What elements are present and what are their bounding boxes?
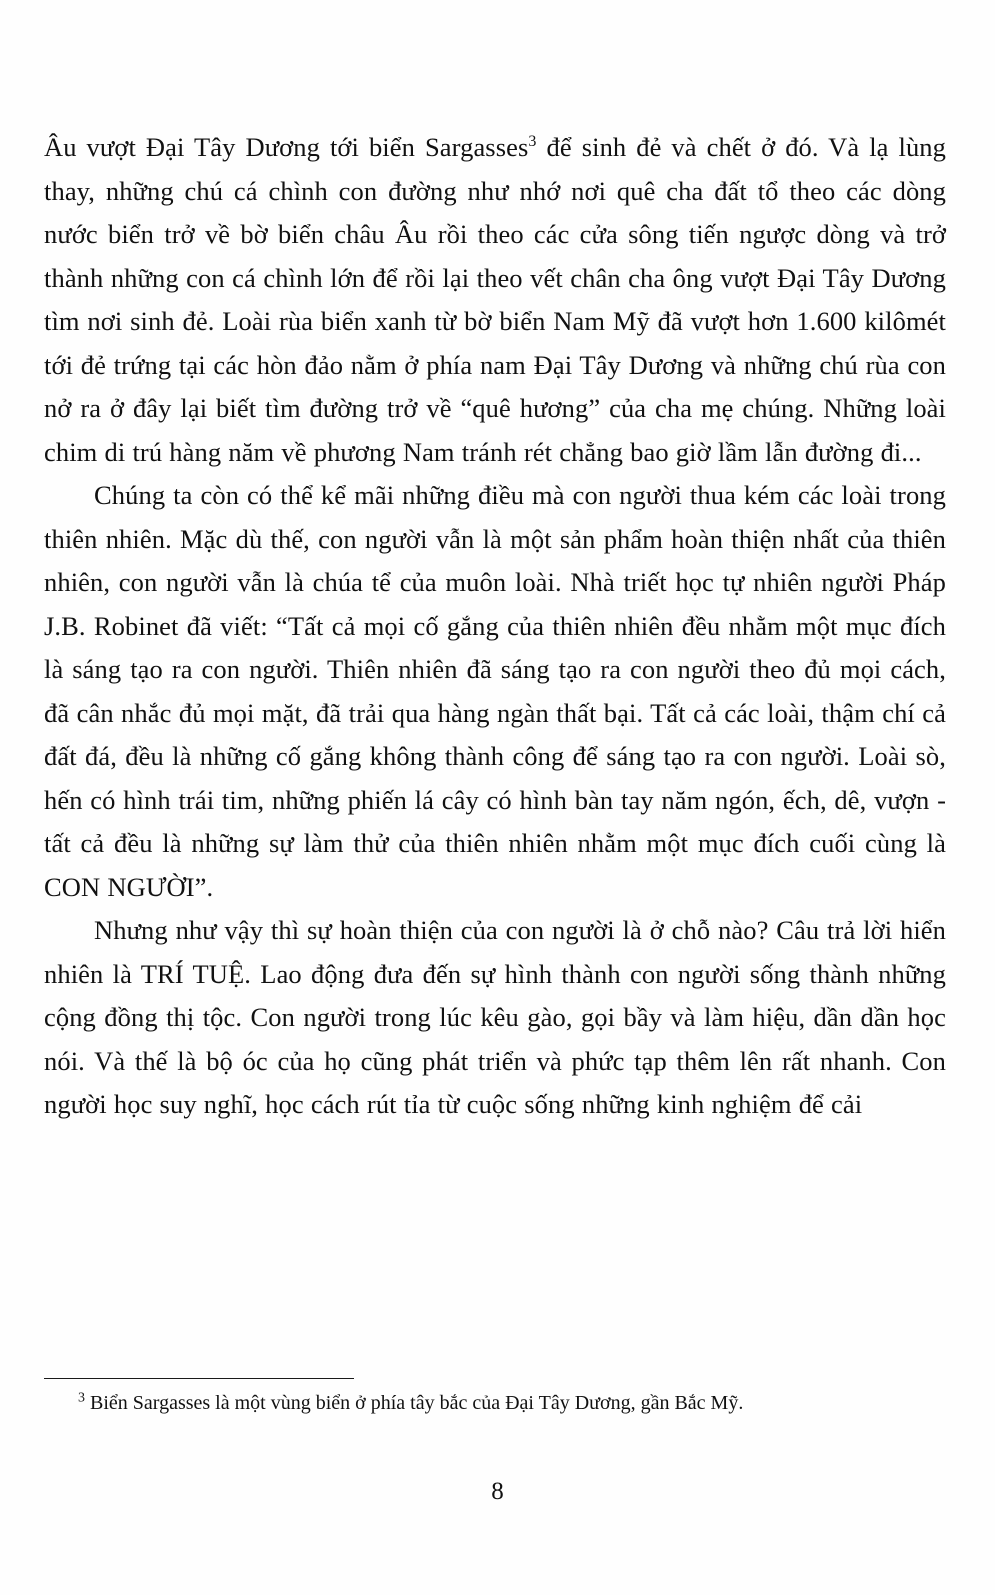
- footnote-entry-marker: 3: [78, 1390, 85, 1406]
- footnote-reference-marker: 3: [528, 133, 537, 151]
- footnote-section: [44, 1378, 946, 1417]
- paragraph-1-text-before-ref: Âu vượt Đại Tây Dương tới biển Sargasses: [44, 132, 529, 162]
- footnote-entry-text: Biển Sargasses là một vùng biển ở phía tây bắc của Đại Tây Dương, gần Bắc Mỹ.: [85, 1392, 744, 1414]
- page-number: 8: [491, 1478, 504, 1505]
- paragraph-1-text-after-ref: để sinh đẻ và chết ở đó. Và lạ lùng thay, những chú cá chình con đường như nhớ nơi quê cha đất tổ theo các dòng nước biển trở về bờ biển châu Âu rồi theo các cửa sông tiến ngược dòng và trở thành những con cá chình lớn để rồi lại theo vết chân cha ông vượt Đại Tây Dương tìm nơi sinh đẻ. Loài rùa biển xanh từ bờ biển Nam Mỹ đã vượt hơn 1.600 kilômét tới đẻ trứng tại các hòn đảo nằm ở phía nam Đại Tây Dương và những chú rùa con nở ra ở đây lại biết tìm đường trở về “quê hương” của cha mẹ chúng. Những loài chim di trú hàng năm về phương Nam tránh rét chẳng bao giờ lầm lẫn đường đi...: [44, 132, 947, 467]
- paragraph-2: Chúng ta còn có thể kể mãi những điều mà con người thua kém các loài trong thiên nhiên. Mặc dù thế, con người vẫn là một sản phẩm hoàn thiện nhất của thiên nhiên, con người vẫn là chúa tể của muôn loài. Nhà triết học tự nhiên người Pháp J.B. Robinet đã viết: “Tất cả mọi cố gắng của thiên nhiên đều nhằm một mục đích là sáng tạo ra con người. Thiên nhiên đã sáng tạo ra con người theo đủ mọi cách, đã cân nhắc đủ mọi mặt, đã trải qua hàng ngàn thất bại. Tất cả các loài, thậm chí cả đất đá, đều là những cố gắng không thành công để sáng tạo ra con người. Loài sò, hến có hình trái tim, những phiến lá cây có hình bàn tay năm ngón, ếch, dê, vượn - tất cả đều là những sự làm thử của thiên nhiên nhằm một mục đích cuối cùng là CON NGƯỜI”.: [44, 480, 946, 902]
- footnote-entry: [44, 1389, 946, 1417]
- paragraph-1: [44, 126, 946, 474]
- footnote-separator-rule: [44, 1378, 354, 1379]
- paragraph-3: Nhưng như vậy thì sự hoàn thiện của con người là ở chỗ nào? Câu trả lời hiển nhiên là TRÍ TUỆ. Lao động đưa đến sự hình thành con người sống thành những cộng đồng thị tộc. Con người trong lúc kêu gào, gọi bầy và làm hiệu, dần dần học nói. Và thế là bộ óc của họ cũng phát triển và phức tạp thêm lên rất nhanh. Con người học suy nghĩ, học cách rút tỉa từ cuộc sống những kinh nghiệm để cải: [44, 915, 946, 1119]
- page-body-text: [44, 126, 946, 1127]
